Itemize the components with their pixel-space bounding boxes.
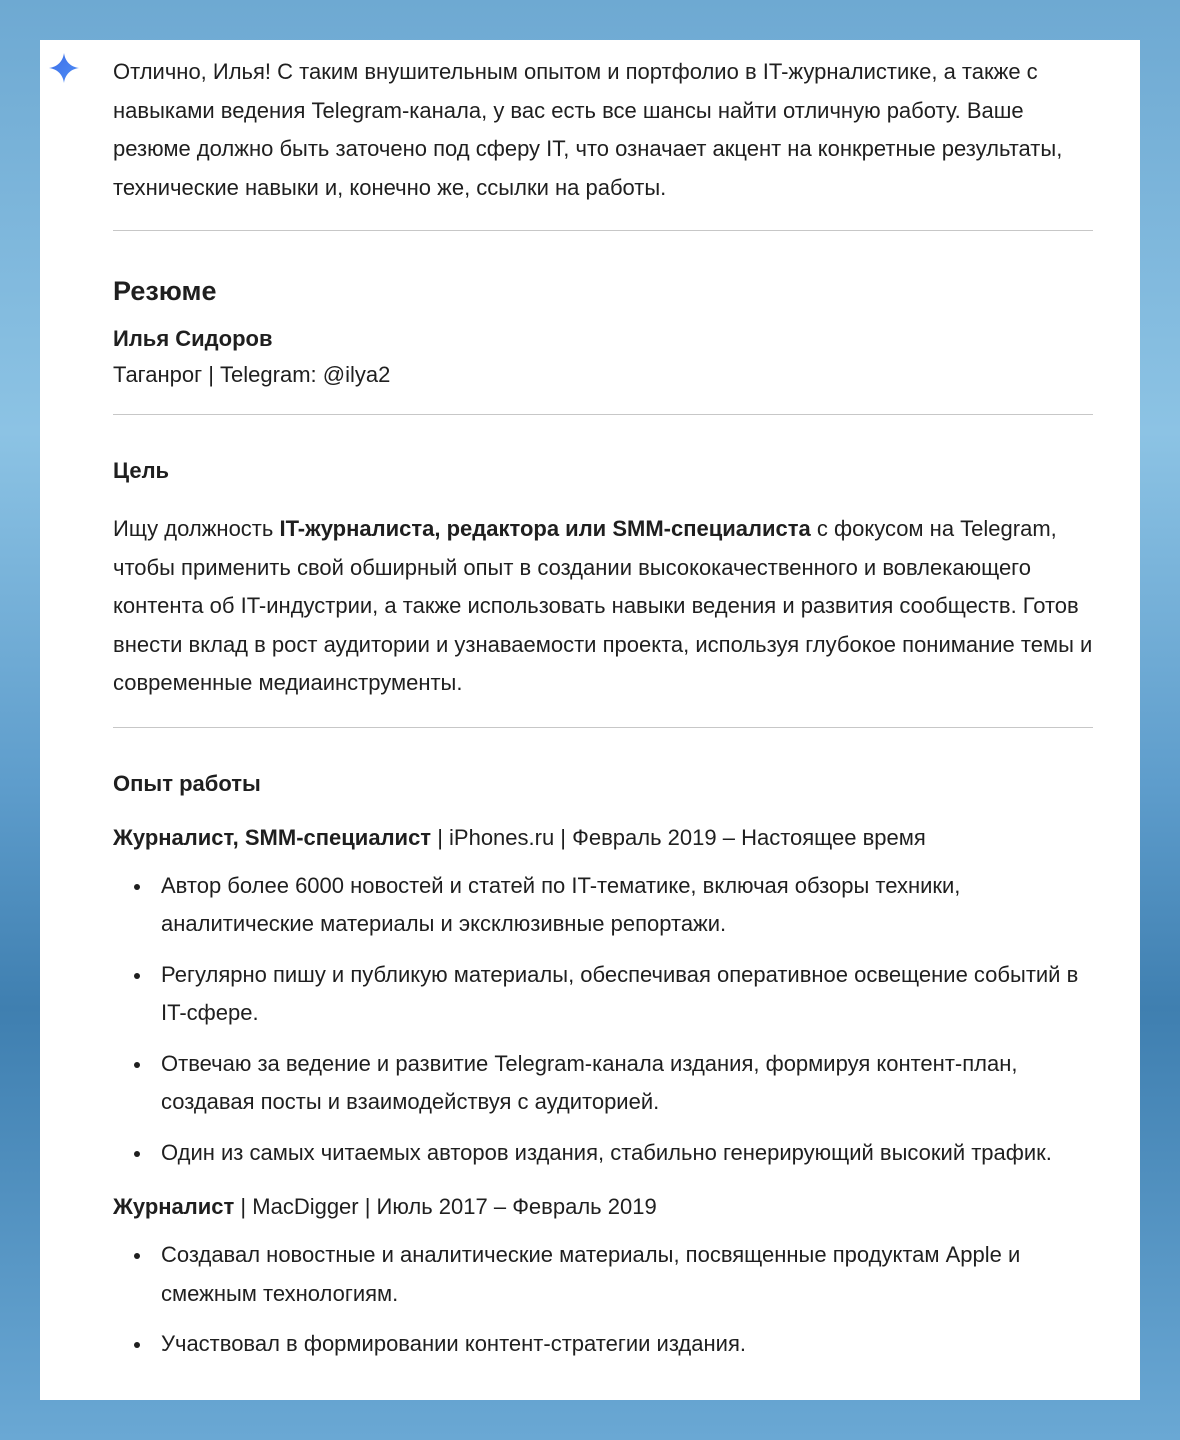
goal-positions: IT-журналиста, редактора или SMM-специалиста [279, 516, 811, 541]
goal-text: Ищу должность [113, 516, 280, 541]
job-details: | iPhones.ru | Февраль 2019 – Настоящее время [431, 824, 926, 850]
intro-paragraph: Отлично, Илья! С таким внушительным опытом и портфолио в IT-журналистике, а также с навыками ведения Telegram-канала, у вас есть все шансы найти отличную работу. Ваше резюме должно быть заточено под сферу IT, что означает акцент на конкретные результаты, технические навыки и, конечно же, ссылки на работы. [113, 59, 1063, 200]
job-bullets [113, 867, 1093, 1173]
job-title: Журналист [113, 1194, 235, 1219]
divider [113, 230, 1093, 231]
divider [113, 727, 1093, 728]
gemini-sparkle-icon [48, 52, 80, 84]
list-item: Один из самых читаемых авторов издания, стабильно генерирующий высокий трафик. [113, 1134, 1093, 1173]
goal-heading: Цель [113, 458, 170, 483]
goal-text-rest: с фокусом на Telegram, чтобы применить свой обширный опыт в создании высококачественного и вовлекающего контента об IT-индустрии, а также использовать навыки ведения и развития сообществ. Готов внести вклад в рост аудитории и узнаваемости проекта, используя глубокое понимание темы и современные медиаинструменты. [113, 516, 1093, 695]
candidate-name: Илья Сидоров [113, 326, 273, 351]
list-item: Регулярно пишу и публикую материалы, обеспечивая оперативное освещение событий в IT-сфере. [113, 956, 1093, 1033]
list-item: Создавал новостные и аналитические материалы, посвященные продуктам Apple и смежным технологиям. [113, 1236, 1093, 1313]
resume-title: Резюме [113, 276, 217, 306]
list-item: Автор более 6000 новостей и статей по IT-тематике, включая обзоры техники, аналитические материалы и эксклюзивные репортажи. [113, 867, 1093, 944]
job-details: | MacDigger | Июль 2017 – Февраль 2019 [234, 1194, 657, 1219]
list-item: Участвовал в формировании контент-стратегии издания. [113, 1325, 1093, 1364]
job-title-line [113, 1192, 1093, 1222]
job-title-line [113, 823, 1093, 853]
job-bullets [113, 1236, 1093, 1364]
candidate-contact: Таганрог | Telegram: @ilya2 [113, 362, 391, 387]
experience-heading: Опыт работы [113, 770, 261, 796]
list-item: Отвечаю за ведение и развитие Telegram-канала издания, формируя контент-план, создавая посты и взаимодействуя с аудиторией. [113, 1045, 1093, 1122]
response-content [113, 40, 1093, 1364]
chat-response-card [40, 40, 1140, 1400]
goal-paragraph [113, 510, 1093, 703]
job-title: Журналист, SMM-специалист [113, 824, 432, 850]
divider [113, 414, 1093, 415]
